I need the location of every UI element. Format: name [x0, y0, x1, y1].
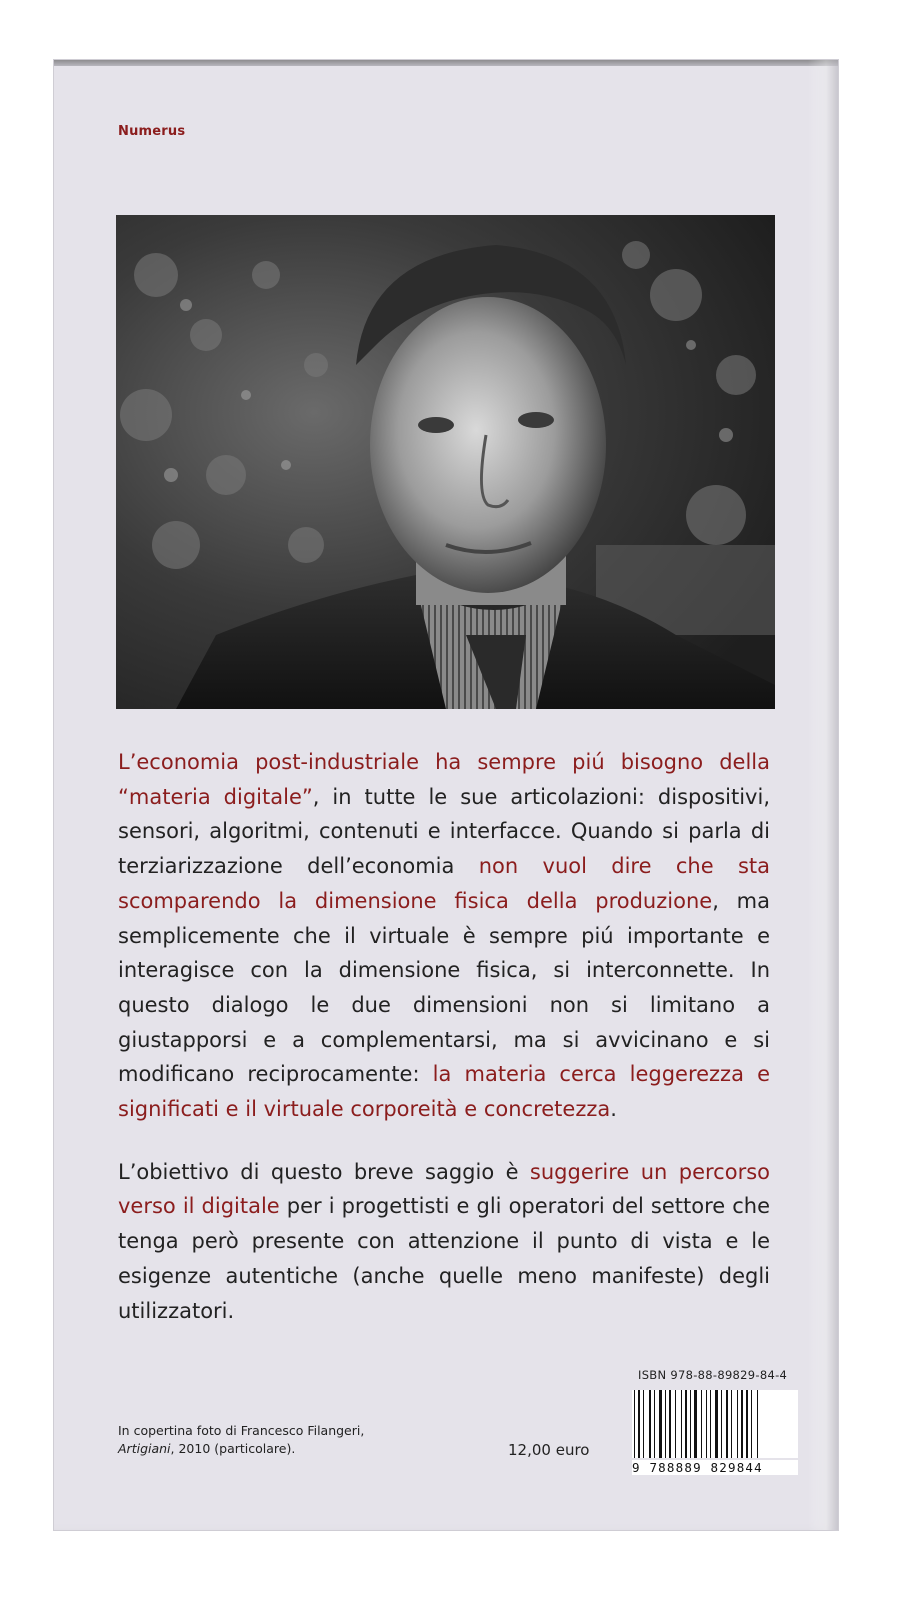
isbn-label: ISBN 978-88-89829-84-4	[638, 1368, 788, 1382]
blurb-p1-segment-2: , in tutte le sue articolazioni: dispositivi, sensori, algoritmi, contenuti e interfacce. Quando si parla di terziarizzazione dell’economia	[118, 784, 770, 879]
blurb-text	[118, 745, 770, 1356]
barcode-bar	[634, 1390, 635, 1458]
barcode-bar	[710, 1390, 711, 1458]
barcode-bar	[654, 1390, 655, 1458]
barcode-bar	[737, 1390, 738, 1458]
blurb-paragraph-1	[118, 745, 770, 1127]
credit-line-2	[118, 1440, 364, 1458]
barcode-digits: 9 788889 829844	[632, 1460, 798, 1475]
credit-line-2-rest: , 2010 (particolare).	[170, 1441, 296, 1456]
barcode-bar	[757, 1390, 758, 1458]
barcode-bar	[659, 1390, 662, 1458]
author-photo	[116, 215, 775, 709]
barcode-bar	[746, 1390, 748, 1458]
blurb-p2-segment-1: L’obiettivo di questo breve saggio è	[118, 1159, 530, 1184]
blurb-p2-segment-3: per i progettisti e gli operatori del settore che tenga però presente con attenzione il punto di vista e le esigenze autentiche (anche quelle meno manifeste) degli utilizzatori.	[118, 1194, 770, 1323]
barcode-bar	[706, 1390, 707, 1458]
blurb-p1-segment-1: L’economia post-industriale ha sempre piú bisogno della “materia digitale”	[118, 750, 770, 809]
blurb-p1-segment-5: la materia cerca leggerezza e significati e il virtuale corporeità e concretezza	[118, 1062, 770, 1122]
blurb-paragraph-2	[118, 1155, 770, 1329]
barcode-bar	[649, 1390, 651, 1458]
barcode-bar	[701, 1390, 702, 1458]
series-label: Numerus	[118, 124, 186, 139]
blurb-p1-segment-4: , ma semplicemente che il virtuale è sempre piú importante e interagisce con la dimensione fisica, si interconnette. In questo dialogo le due dimensioni non si limitano a giustapporsi e a complementarsi, ma si avvicinano e si modificano reciprocamente:	[118, 888, 771, 1087]
barcode-bar	[675, 1390, 676, 1458]
credit-line-1: In copertina foto di Francesco Filangeri,	[118, 1423, 365, 1438]
barcode-bar	[751, 1390, 752, 1458]
blurb-p2-segment-2: suggerire un percorso verso il digitale	[118, 1159, 770, 1219]
price-label: 12,00 euro	[508, 1441, 590, 1459]
cover-photo-credit	[118, 1422, 364, 1458]
barcode-bar	[665, 1390, 666, 1458]
barcode-bar	[694, 1390, 697, 1458]
author-photo-image	[116, 215, 775, 709]
barcode-bar	[669, 1390, 671, 1458]
barcode-bar	[690, 1390, 691, 1458]
blurb-p1-segment-3: non vuol dire che sta scomparendo la dimensione fisica della produzione	[118, 854, 770, 913]
barcode-bar	[741, 1390, 743, 1458]
barcode-bar	[726, 1390, 728, 1458]
book-back-cover	[54, 60, 838, 1530]
barcode-bar	[721, 1390, 722, 1458]
credit-work-title: Artigiani	[118, 1441, 171, 1456]
barcode	[632, 1390, 798, 1458]
barcode-bar	[685, 1390, 687, 1458]
barcode-bar	[681, 1390, 682, 1458]
barcode-bar	[715, 1390, 718, 1458]
barcode-bar	[643, 1390, 644, 1458]
blurb-p1-segment-6: .	[610, 1097, 617, 1122]
barcode-bar	[731, 1390, 732, 1458]
barcode-bar	[638, 1390, 640, 1458]
barcode-bars	[632, 1390, 798, 1458]
